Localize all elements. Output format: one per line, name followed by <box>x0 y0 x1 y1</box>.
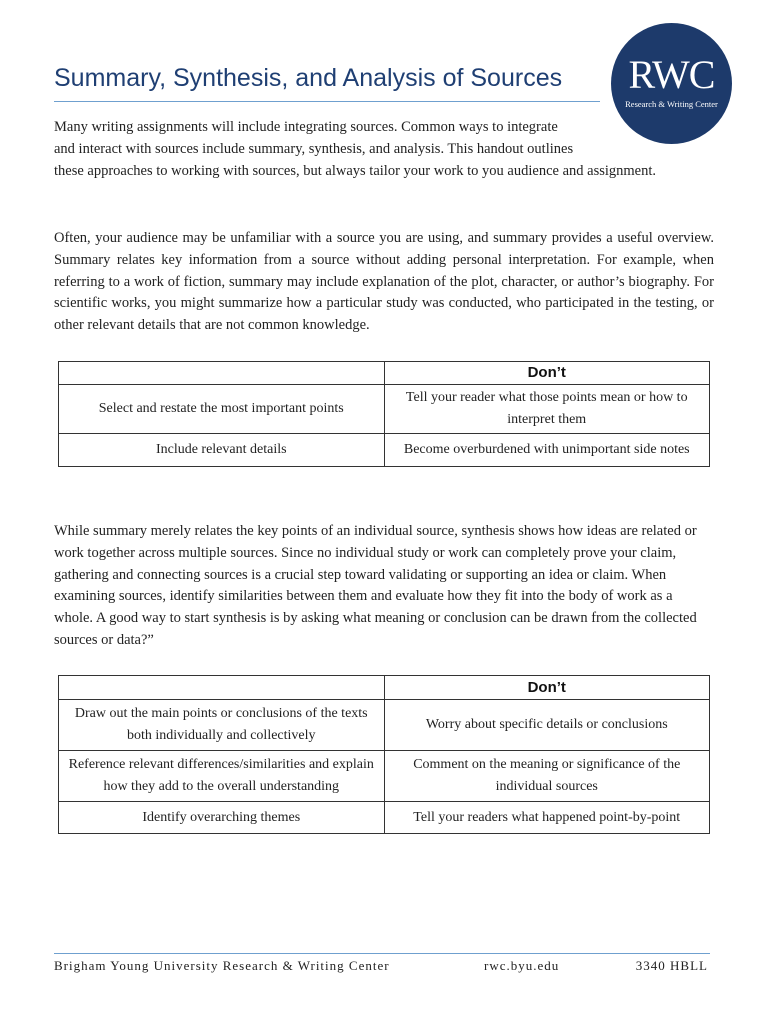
table-cell: Worry about specific details or conclusions <box>384 700 710 751</box>
table-cell: Include relevant details <box>59 434 385 467</box>
logo-subtitle: Research & Writing Center <box>625 98 718 109</box>
table-header-row <box>59 676 710 700</box>
table-row <box>59 434 710 467</box>
table-cell: Draw out the main points or conclusions of the texts both individually and collectively <box>59 700 385 751</box>
footer-divider <box>54 953 710 954</box>
table-cell: Reference relevant differences/similarities and explain how they add to the overall understanding <box>59 751 385 802</box>
table-cell: Tell your reader what those points mean or how to interpret them <box>384 385 710 434</box>
summary-paragraph: Often, your audience may be unfamiliar with a source you are using, and summary provides a useful overview. Summary relates key information from a source without adding personal interpretation. For example, when referring to a work of fiction, summary may include explanation of the plot, character, or author’s biography. For scientific works, you might summarize how a particular study was conducted, who participated in the testing, or other relevant details that are not common knowledge. <box>54 230 714 334</box>
table-row <box>59 700 710 751</box>
intro-line: and interact with sources include summary, synthesis, and analysis. This handout outlines <box>54 140 574 157</box>
table-cell: Become overburdened with unimportant side notes <box>384 434 710 467</box>
table-cell: Select and restate the most important points <box>59 385 385 434</box>
table-header-dont: Don’t <box>384 362 710 385</box>
table-cell: Tell your readers what happened point-by-point <box>384 802 710 834</box>
intro-paragraph <box>54 117 714 182</box>
table-header-do <box>59 676 385 700</box>
table-row <box>59 802 710 834</box>
table-row <box>59 385 710 434</box>
title-divider <box>54 101 600 102</box>
table-header-row <box>59 362 710 385</box>
synthesis-paragraph: While summary merely relates the key points of an individual source, synthesis shows how ideas are related or work together across multiple sources. Since no individual study or work can completely prove your claim, gathering and connecting sources is a crucial step toward validating or supporting an idea or claim. When examining sources, identify similarities between them and evaluate how they fit into the body of work as a whole. A good way to start synthesis is by asking what meaning or conclusion can be drawn from the collected sources or data?” <box>54 523 697 648</box>
summary-table <box>58 361 710 467</box>
intro-line: Many writing assignments will include integrating sources. Common ways to integrate <box>54 119 558 135</box>
logo-letters: RWC <box>628 51 715 97</box>
footer-org: Brigham Young University Research & Writing Center <box>54 958 390 973</box>
table-cell: Comment on the meaning or significance of the individual sources <box>384 751 710 802</box>
table-row <box>59 751 710 802</box>
footer-website: rwc.byu.edu <box>484 958 560 973</box>
page-title: Summary, Synthesis, and Analysis of Sources <box>54 64 563 92</box>
footer <box>54 958 710 978</box>
synthesis-table <box>58 675 710 834</box>
table-cell: Identify overarching themes <box>59 802 385 834</box>
footer-location: 3340 HBLL <box>635 958 708 973</box>
intro-line: these approaches to working with sources, but always tailor your work to you audience and assignment. <box>54 162 657 179</box>
table-header-dont: Don’t <box>384 676 710 700</box>
table-header-do <box>59 362 385 385</box>
